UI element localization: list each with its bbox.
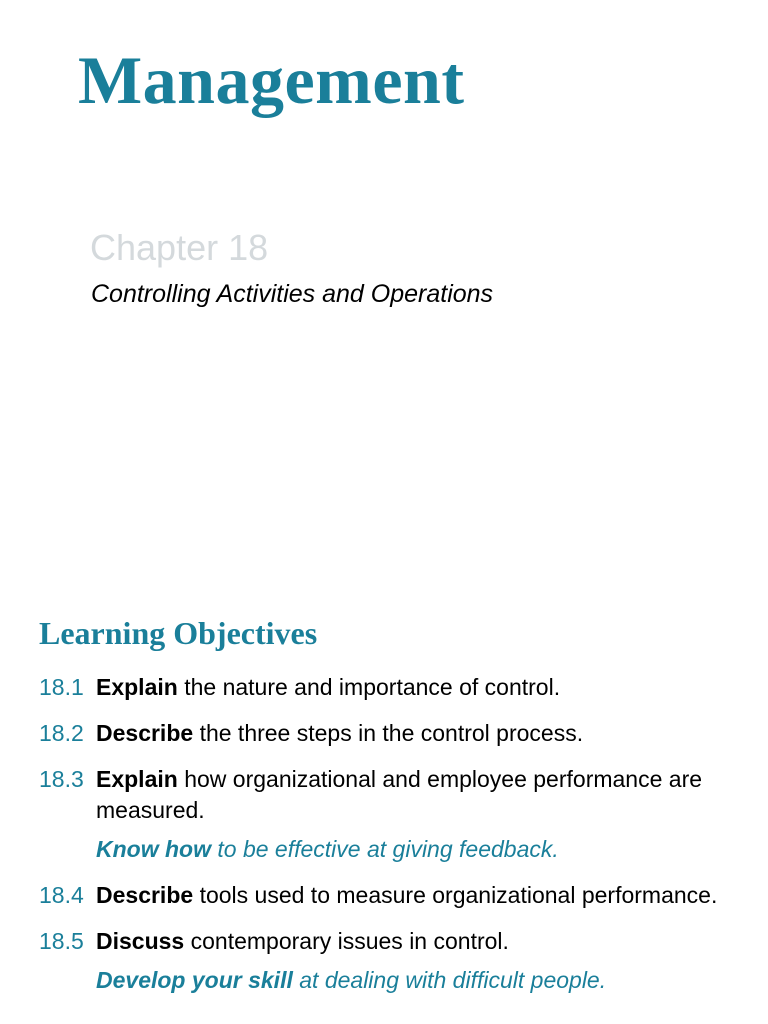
objective-18-3 (39, 764, 739, 865)
chapter-label: Chapter 18 (90, 227, 269, 268)
skill-text: to be effective at giving feedback. (217, 836, 559, 862)
objective-verb: Explain (96, 674, 178, 700)
objective-number: 18.4 (39, 882, 84, 908)
objective-text: tools used to measure organizational performance. (199, 882, 718, 908)
objective-18-1 (39, 672, 739, 703)
learning-objectives-list (39, 672, 739, 1011)
objective-18-5 (39, 926, 739, 996)
objective-verb: Describe (96, 720, 194, 746)
objective-text: the three steps in the control process. (199, 720, 584, 746)
objective-number: 18.1 (39, 674, 84, 700)
objective-text: contemporary issues in control. (190, 928, 509, 954)
skill-strong-text: Know how (96, 836, 211, 862)
objective-text: the nature and importance of control. (184, 674, 561, 700)
objective-number: 18.2 (39, 720, 84, 746)
objective-skill-note (96, 965, 739, 996)
skill-strong-text: Develop your skill (96, 967, 293, 993)
objective-number: 18.5 (39, 928, 84, 954)
objective-number: 18.3 (39, 766, 84, 792)
learning-objectives-heading: Learning Objectives (39, 615, 318, 651)
chapter-subtitle: Controlling Activities and Operations (91, 280, 494, 308)
objective-verb: Discuss (96, 928, 185, 954)
objective-verb: Explain (96, 766, 178, 792)
objective-skill-note (96, 834, 739, 865)
skill-text: at dealing with difficult people. (299, 967, 607, 993)
objective-text: how organizational and employee performance are measured. (96, 766, 703, 823)
objective-verb: Describe (96, 882, 194, 908)
objective-18-2 (39, 718, 739, 749)
objective-18-4 (39, 880, 739, 911)
book-title: Management (78, 42, 465, 118)
